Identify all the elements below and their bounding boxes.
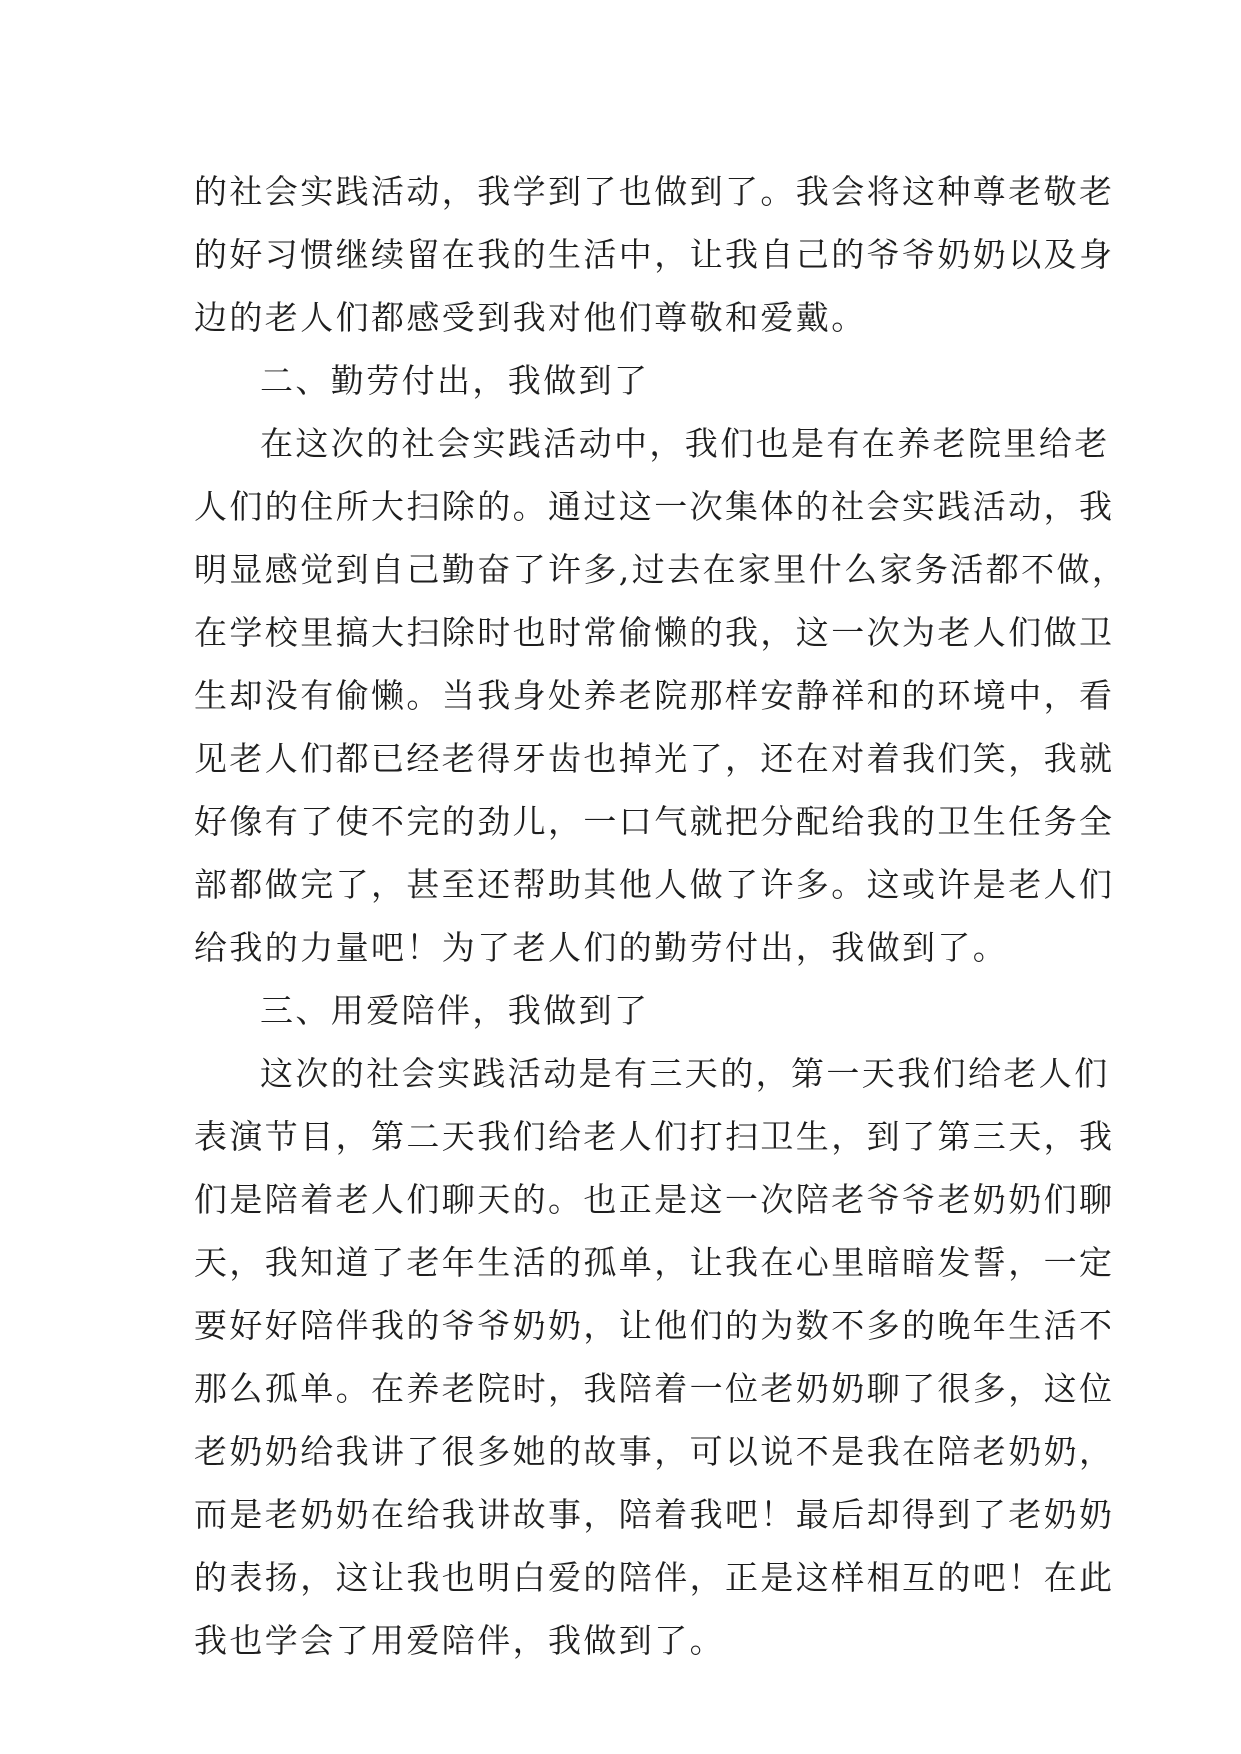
text-line: 生却没有偷懒。当我身处养老院那样安静祥和的环境中，看	[194, 676, 1115, 715]
section-heading-3: 三、用爱陪伴，我做到了	[260, 991, 650, 1030]
text-line: 的好习惯继续留在我的生活中，让我自己的爷爷奶奶以及身	[194, 235, 1115, 274]
text-line: 在学校里搞大扫除时也时常偷懒的我，这一次为老人们做卫	[194, 613, 1115, 652]
text-line: 的表扬，这让我也明白爱的陪伴，正是这样相互的吧！在此	[194, 1558, 1115, 1597]
paragraph-start: 在这次的社会实践活动中，我们也是有在养老院里给老	[260, 424, 1110, 463]
text-line: 表演节目，第二天我们给老人们打扫卫生，到了第三天，我	[194, 1117, 1115, 1156]
section-heading-2: 二、勤劳付出，我做到了	[260, 361, 650, 400]
text-line: 要好好陪伴我的爷爷奶奶，让他们的为数不多的晚年生活不	[194, 1306, 1115, 1345]
paragraph-start: 这次的社会实践活动是有三天的，第一天我们给老人们	[260, 1054, 1110, 1093]
text-line: 给我的力量吧！为了老人们的勤劳付出，我做到了。	[194, 928, 1009, 967]
text-line: 见老人们都已经老得牙齿也掉光了，还在对着我们笑，我就	[194, 739, 1115, 778]
text-line: 那么孤单。在养老院时，我陪着一位老奶奶聊了很多，这位	[194, 1369, 1115, 1408]
text-line: 部都做完了，甚至还帮助其他人做了许多。这或许是老人们	[194, 865, 1115, 904]
text-line: 好像有了使不完的劲儿，一口气就把分配给我的卫生任务全	[194, 802, 1115, 841]
text-line: 我也学会了用爱陪伴，我做到了。	[194, 1621, 725, 1660]
text-line: 边的老人们都感受到我对他们尊敬和爱戴。	[194, 298, 867, 337]
text-line: 老奶奶给我讲了很多她的故事，可以说不是我在陪老奶奶，	[194, 1432, 1115, 1471]
text-line: 的社会实践活动，我学到了也做到了。我会将这种尊老敬老	[194, 172, 1115, 211]
text-line: 而是老奶奶在给我讲故事，陪着我吧！最后却得到了老奶奶	[194, 1495, 1115, 1534]
text-line: 们是陪着老人们聊天的。也正是这一次陪老爷爷老奶奶们聊	[194, 1180, 1115, 1219]
body-text	[194, 160, 1128, 1672]
text-line: 明显感觉到自己勤奋了许多,过去在家里什么家务活都不做，	[194, 550, 1128, 589]
text-line: 人们的住所大扫除的。通过这一次集体的社会实践活动，我	[194, 487, 1115, 526]
text-line: 天，我知道了老年生活的孤单，让我在心里暗暗发誓，一定	[194, 1243, 1115, 1282]
